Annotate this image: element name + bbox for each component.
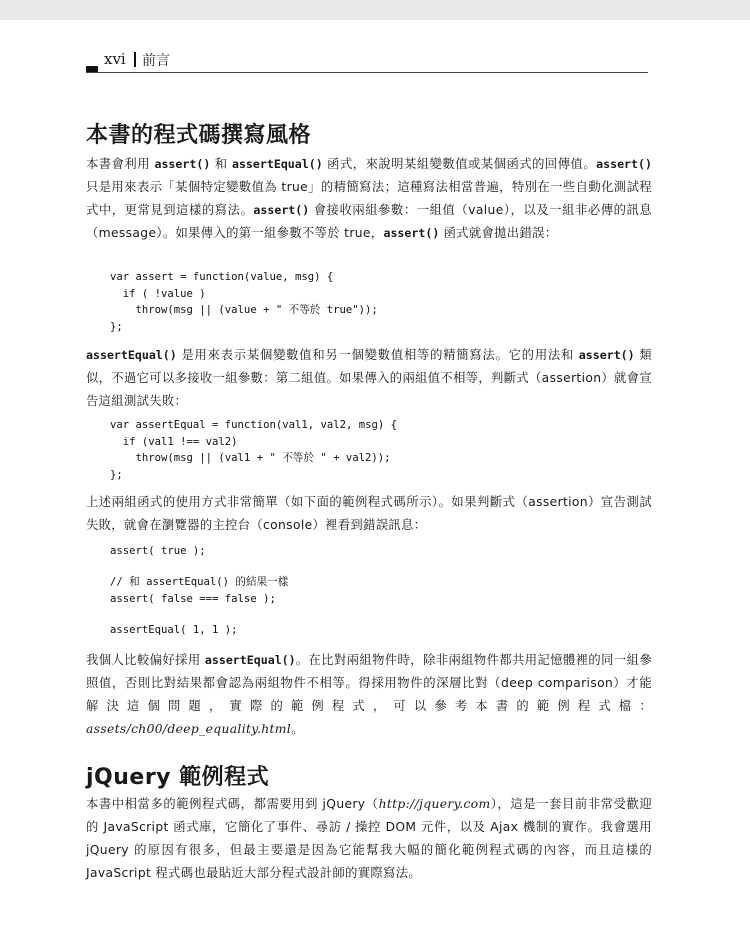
section-heading-code-style: 本書的程式碼撰寫風格 — [86, 123, 312, 148]
header-separator — [134, 52, 136, 67]
page-number: xvi — [104, 50, 126, 68]
code-block-assert: var assert = function(value, msg) { if ( !value ) throw(msg || (value + " 不等於 true")); }; — [110, 271, 378, 333]
paragraph-assertequal: assertEqual() 是用來表示某個變數值和另一個變數值相等的精簡寫法。它的用法和 assert() 類似，不過它可以多接收一組參數：第二組值。如果傳入的兩組值不相等，判斷式（assertion）就會宣告這組測試失敗： — [86, 348, 652, 408]
section-name: 前言 — [142, 53, 170, 69]
code-block-usage-1: assert( true ); — [110, 545, 206, 557]
paragraph-assert-intro: 本書會利用 assert() 和 assertEqual() 函式，來說明某組變數值或某個函式的回傳值。assert() 只是用來表示「某個特定變數值為 true」的精簡寫法；這種寫法相當普遍，特別在一些自動化測試程式中，更常見到這樣的寫法。assert() 會接收兩組參數：一組值（value），以及一組非必傳的訊息（message）。如果傳入的第一組參數不等於 true，assert() 函式就會拋出錯誤： — [86, 157, 652, 240]
code-block-assertequal: var assertEqual = function(val1, val2, msg) { if (val1 !== val2) throw(msg || (val1 + " 不等於 " + val2)); }; — [110, 419, 398, 481]
top-margin-bar — [0, 0, 750, 20]
code-block-usage-3: assertEqual( 1, 1 ); — [110, 624, 238, 636]
paragraph-jquery: 本書中相當多的範例程式碼，都需要用到 jQuery（http://jquery.com），這是一套目前非常受歡迎的 JavaScript 函式庫，它簡化了事件、尋訪 / 操控 DOM 元件，以及 Ajax 機制的實作。我會選用 jQuery 的原因有很多，但最主要還是因為它能幫我大幅的簡化範例程式碼的內容，而且這樣的 JavaScript 程式碼也最貼近大部分程式設計師的實際寫法。 — [86, 797, 652, 880]
paragraph-deep-comparison: 我個人比較偏好採用 assertEqual()。在比對兩組物件時，除非兩組物件都共用記憶體裡的同一組參照值，否則比對結果都會認為兩組物件不相等。得採用物件的深層比對（deep comparison）才能解決這個問題，實際的範例程式，可以參考本書的範例程式檔：assets/ch00/deep_equality.html。 — [86, 653, 652, 736]
section-heading-jquery: jQuery 範例程式 — [86, 765, 270, 790]
code-block-usage-2: // 和 assertEqual() 的結果一樣 assert( false === false ); — [110, 576, 289, 605]
running-header — [86, 50, 648, 73]
paragraph-usage: 上述兩組函式的使用方式非常簡單（如下面的範例程式碼所示）。如果判斷式（assertion）宣告測試失敗，就會在瀏覽器的主控台（console）裡看到錯誤訊息： — [86, 495, 652, 532]
header-marker — [86, 66, 98, 72]
